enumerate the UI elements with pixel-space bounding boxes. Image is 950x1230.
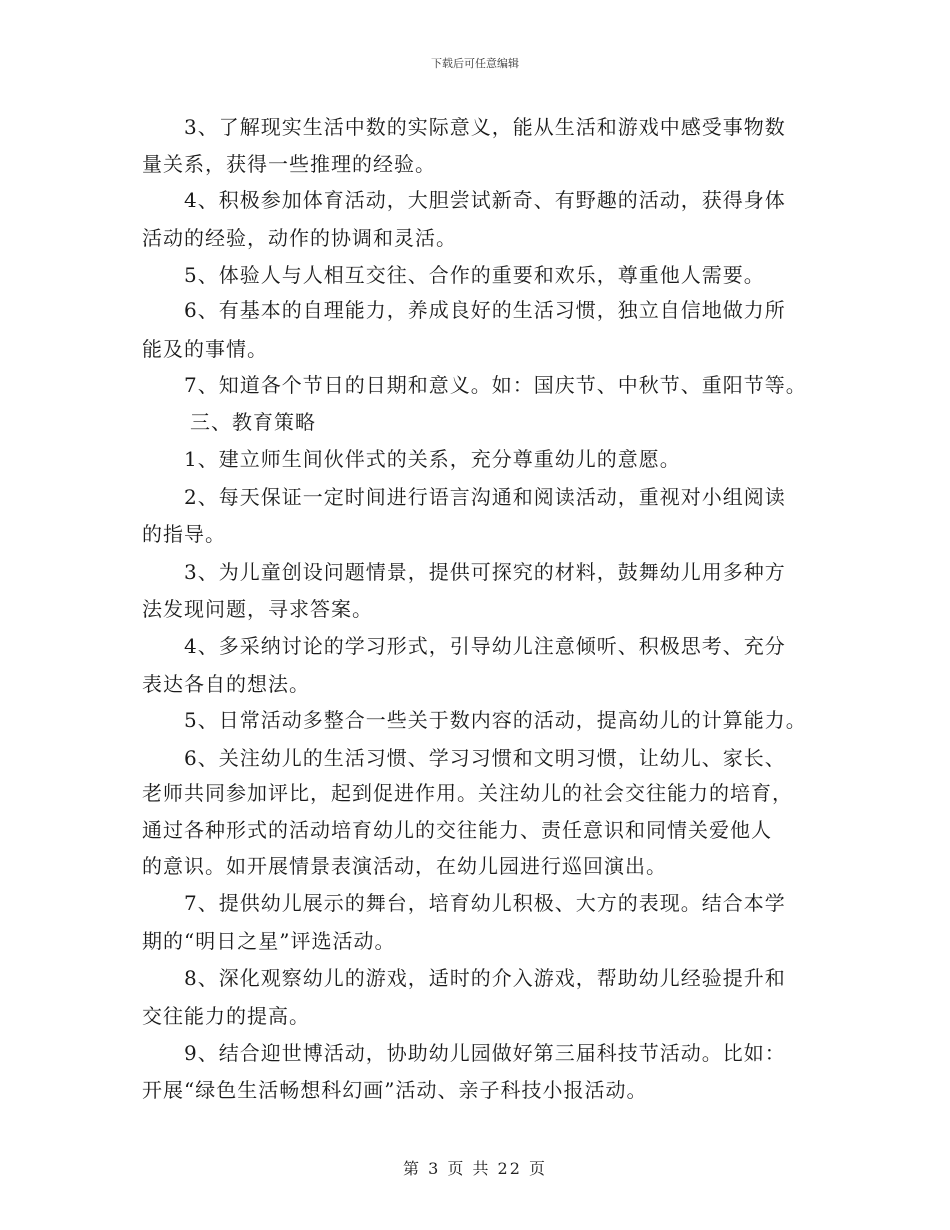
page-header: 下载后可任意编辑 bbox=[431, 57, 519, 70]
text-line: 法发现问题，寻求答案。 bbox=[142, 597, 373, 621]
text-line: 3、了解现实生活中数的实际意义，能从生活和游戏中感受事物数 bbox=[184, 115, 786, 139]
text-line: 活动的经验，动作的协调和灵活。 bbox=[142, 226, 457, 250]
text-line: 2、每天保证一定时间进行语言沟通和阅读活动，重视对小组阅读 bbox=[184, 485, 786, 509]
text-line: 6、有基本的自理能力，养成良好的生活习惯，独立自信地做力所 bbox=[184, 298, 786, 322]
text-line: 表达各自的想法。 bbox=[142, 672, 310, 696]
text-line: 3、为儿童创设问题情景，提供可探究的材料，鼓舞幼儿用多种方 bbox=[184, 560, 786, 584]
text-line: 7、知道各个节日的日期和意义。如：国庆节、中秋节、重阳节等。 bbox=[184, 373, 807, 397]
text-line: 量关系，获得一些推理的经验。 bbox=[142, 152, 436, 176]
text-line: 交往能力的提高。 bbox=[142, 1004, 310, 1028]
text-line: 的指导。 bbox=[142, 522, 226, 546]
text-line: 1、建立师生间伙伴式的关系，充分尊重幼儿的意愿。 bbox=[184, 447, 681, 471]
text-line: 7、提供幼儿展示的舞台，培育幼儿积极、大方的表现。结合本学 bbox=[184, 891, 786, 915]
text-line: 老师共同参加评比，起到促进作用。关注幼儿的社会交往能力的培育， bbox=[142, 781, 793, 805]
section-heading: 三、教育策略 bbox=[190, 410, 316, 434]
text-line: 开展“绿色生活畅想科幻画”活动、亲子科技小报活动。 bbox=[142, 1078, 648, 1102]
page-footer: 第 3 页 共 22 页 bbox=[403, 1159, 547, 1178]
text-line: 的意识。如开展情景表演活动，在幼儿园进行巡回演出。 bbox=[142, 854, 667, 878]
text-line: 9、结合迎世博活动，协助幼儿园做好第三届科技节活动。比如： bbox=[184, 1041, 786, 1065]
text-line: 期的“明日之星”评选活动。 bbox=[142, 929, 396, 953]
text-line: 8、深化观察幼儿的游戏，适时的介入游戏，帮助幼儿经验提升和 bbox=[184, 966, 786, 990]
text-line: 4、积极参加体育活动，大胆尝试新奇、有野趣的活动，获得身体 bbox=[184, 188, 786, 212]
text-line: 5、体验人与人相互交往、合作的重要和欢乐，尊重他人需要。 bbox=[184, 263, 765, 287]
text-line: 5、日常活动多整合一些关于数内容的活动，提高幼儿的计算能力。 bbox=[184, 708, 807, 732]
text-line: 4、多采纳讨论的学习形式，引导幼儿注意倾听、积极思考、充分 bbox=[184, 634, 786, 658]
text-line: 通过各种形式的活动培育幼儿的交往能力、责任意识和同情关爱他人 bbox=[142, 818, 772, 842]
text-line: 能及的事情。 bbox=[142, 337, 268, 361]
text-line: 6、关注幼儿的生活习惯、学习习惯和文明习惯，让幼儿、家长、 bbox=[184, 746, 786, 770]
